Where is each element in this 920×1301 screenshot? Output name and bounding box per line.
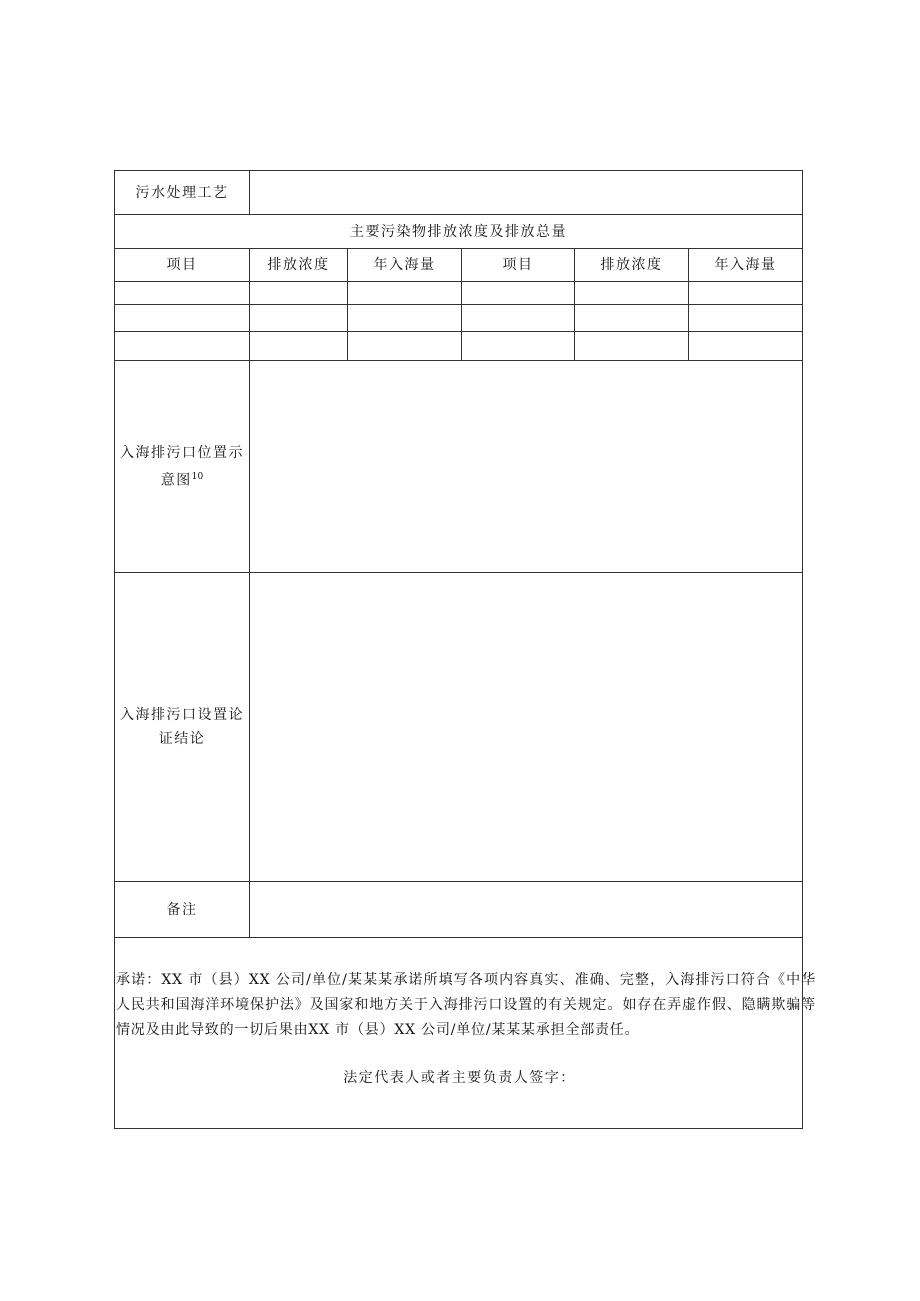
- col-header-item-1: 项目: [114, 248, 250, 282]
- data-cell[interactable]: [461, 331, 575, 361]
- remarks-area[interactable]: [249, 881, 803, 938]
- data-cell[interactable]: [114, 281, 250, 305]
- col-header-annual-2: 年入海量: [688, 248, 803, 282]
- remarks-label-cell: [114, 881, 250, 938]
- col-header-concentration-1: 排放浓度: [249, 248, 348, 282]
- data-cell[interactable]: [114, 331, 250, 361]
- data-cell[interactable]: [574, 304, 689, 332]
- location-label: 入海排污口位置示意图: [120, 444, 244, 489]
- conclusion-label-cell: [114, 572, 250, 882]
- col-header-annual-1: 年入海量: [347, 248, 462, 282]
- data-cell[interactable]: [688, 331, 803, 361]
- data-cell[interactable]: [347, 304, 462, 332]
- commitment-text: 承诺：XX 市（县）XX 公司/单位/某某某承诺所填写各项内容真实、准确、完整，入海排污口符合《中华人民共和国海洋环境保护法》及国家和地方关于入海排污口设置的有关规定。如存在弄虚作假、隐瞒欺骗等情况及由此导致的一切后果由XX 市（县）XX 公司/单位/某某某承担全部责任。: [116, 972, 816, 1038]
- data-cell[interactable]: [461, 304, 575, 332]
- location-diagram-area[interactable]: [249, 360, 803, 573]
- conclusion-label: 入海排污口设置论证结论: [120, 707, 244, 747]
- footnote-ref: 10: [191, 471, 204, 482]
- data-cell[interactable]: [249, 331, 348, 361]
- data-cell[interactable]: [249, 281, 348, 305]
- process-label-cell: [114, 170, 250, 215]
- commitment-section: [114, 937, 816, 1129]
- data-cell[interactable]: [688, 304, 803, 332]
- location-label-cell: [114, 360, 250, 573]
- data-cell[interactable]: [249, 304, 348, 332]
- section-title-cell: [114, 214, 803, 249]
- col-header-concentration-2: 排放浓度: [574, 248, 689, 282]
- process-value-cell[interactable]: [249, 170, 803, 215]
- data-cell[interactable]: [347, 331, 462, 361]
- data-cell[interactable]: [114, 304, 250, 332]
- pollutant-discharge-form: [114, 170, 816, 1129]
- data-cell[interactable]: [461, 281, 575, 305]
- data-cell[interactable]: [574, 331, 689, 361]
- conclusion-area[interactable]: [249, 572, 803, 882]
- col-header-item-2: 项目: [461, 248, 575, 282]
- remarks-label: 备注: [166, 901, 198, 918]
- data-cell[interactable]: [347, 281, 462, 305]
- data-cell[interactable]: [688, 281, 803, 305]
- section-title: 主要污染物排放浓度及排放总量: [350, 223, 567, 240]
- data-cell[interactable]: [574, 281, 689, 305]
- signature-label: 法定代表人或者主要负责人签字：: [343, 1070, 576, 1086]
- process-label: 污水处理工艺: [135, 184, 229, 201]
